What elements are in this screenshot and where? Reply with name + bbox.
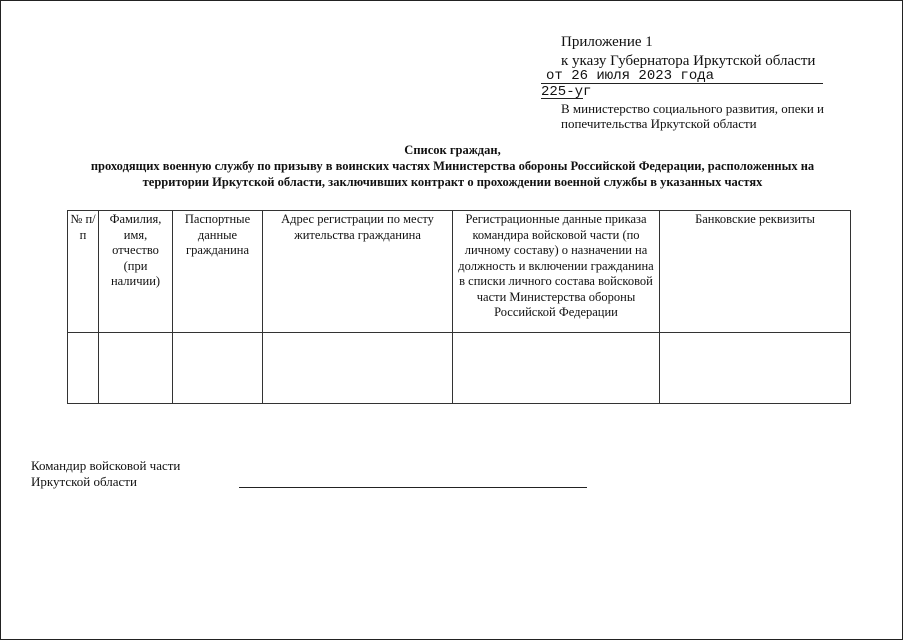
column-header-address: Адрес регистрации по месту жительства гражданина xyxy=(263,211,453,333)
document-subtitle-line-2: территории Иркутской области, заключивших контракт о прохождении военной службы в указанных частях xyxy=(142,175,763,189)
decree-date: от 26 июля 2023 года xyxy=(546,68,715,84)
column-header-bank-details: Банковские реквизиты xyxy=(660,211,851,333)
table-cell xyxy=(660,333,851,404)
column-header-passport: Паспортные данные гражданина xyxy=(173,211,263,333)
table-header-row xyxy=(68,211,851,333)
document-subtitle-line-1: проходящих военную службу по призыву в воинских частях Министерства обороны Российской Федерации, расположенных на xyxy=(90,159,815,173)
table-cell xyxy=(68,333,99,404)
number-underline xyxy=(541,98,583,99)
table-cell xyxy=(453,333,660,404)
document-title: Список граждан, xyxy=(404,143,501,157)
decree-number: 225-уг xyxy=(541,84,592,100)
signature-position-line-2: Иркутской области xyxy=(31,474,137,489)
addressee-line-1: В министерство социального развития, опеки и xyxy=(561,101,825,116)
signature-block xyxy=(31,458,180,490)
addressee xyxy=(561,101,824,131)
addressee-line-2: попечительства Иркутской области xyxy=(561,116,757,131)
citizens-table xyxy=(67,210,851,404)
table-row xyxy=(68,333,851,404)
table-cell xyxy=(99,333,173,404)
column-header-number: № п/п xyxy=(68,211,99,333)
table-cell xyxy=(263,333,453,404)
signature-position-line-1: Командир войсковой части xyxy=(31,458,181,473)
column-header-order-data: Регистрационные данные приказа командира войсковой части (по личному составу) о назначении на должность и включении гражданина в списки личного состава войсковой части Министерства обороны Российской Федерации xyxy=(453,211,660,333)
annex-title: Приложение 1 xyxy=(561,34,653,50)
column-header-full-name: Фамилия, имя, отчество (при наличии) xyxy=(99,211,173,333)
annex-decree-reference: к указу Губернатора Иркутской области xyxy=(561,53,816,69)
table-cell xyxy=(173,333,263,404)
signature-line xyxy=(239,487,587,488)
annex-header xyxy=(561,33,815,71)
